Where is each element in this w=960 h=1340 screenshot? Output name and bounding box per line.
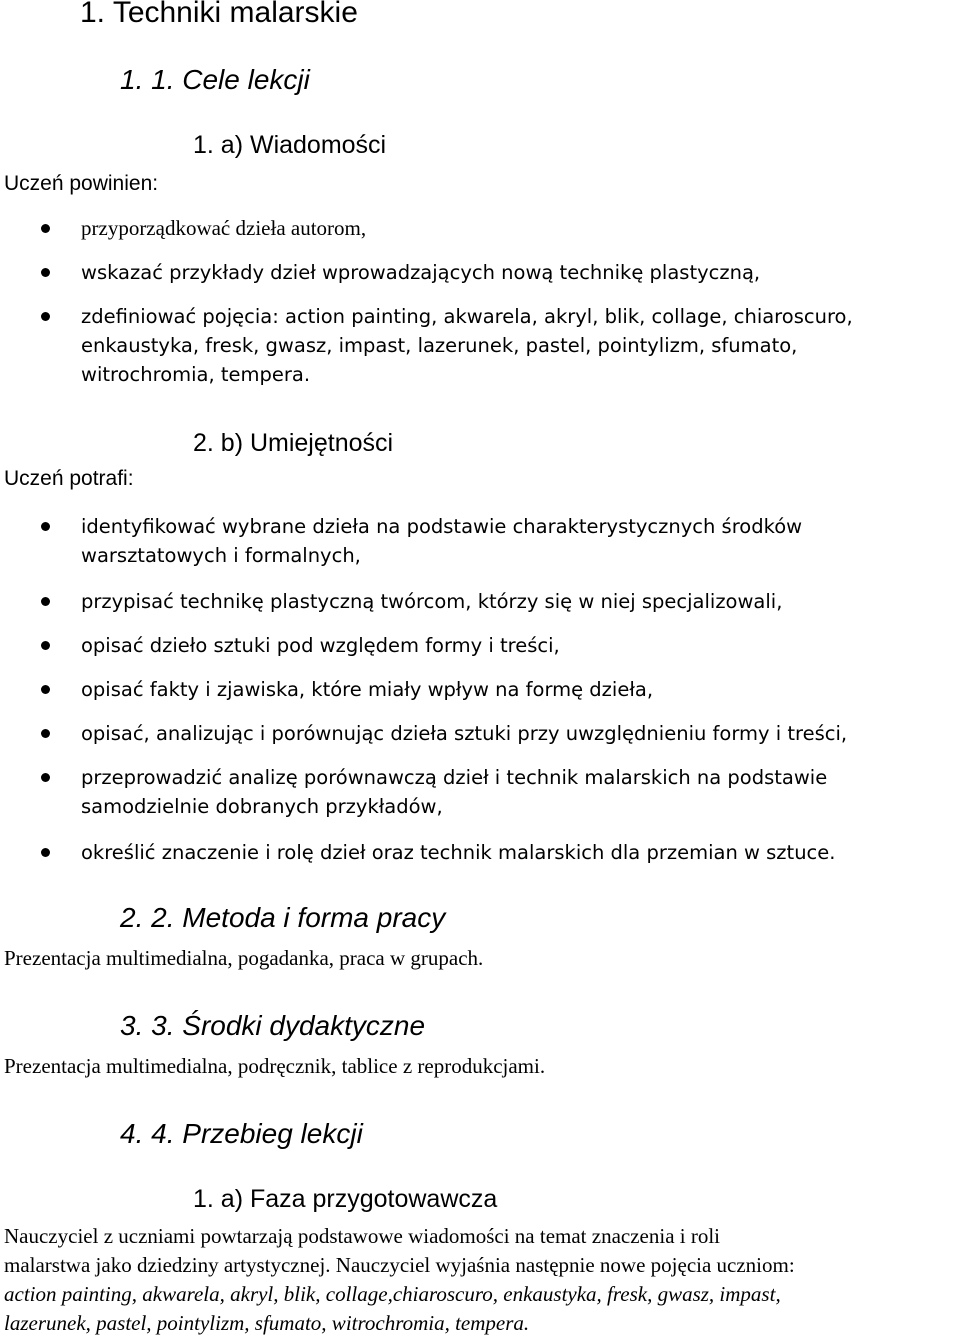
knowledge-lead: Uczeń powinien:: [4, 172, 159, 195]
list-item-continuation: enkaustyka, fresk, gwasz, impast, lazerunek, pastel, pointylizm, sfumato,: [81, 334, 798, 357]
paragraph-line: Nauczyciel z uczniami powtarzają podstawowe wiadomości na temat znaczenia i roli: [4, 1224, 721, 1248]
bullet-icon: [41, 522, 50, 531]
section-heading-means: 3. 3. Środki dydaktyczne: [120, 1010, 426, 1041]
section-heading-course: 4. 4. Przebieg lekcji: [120, 1118, 363, 1149]
bullet-icon: [41, 597, 50, 606]
paragraph-line: action painting, akwarela, akryl, blik, collage,chiaroscuro, enkaustyka, fresk, gwasz, impast,: [4, 1282, 781, 1306]
list-item: opisać, analizując i porównując dzieła sztuki przy uwzględnieniu formy i treści,: [81, 722, 848, 745]
bullet-icon: [41, 312, 50, 321]
bullet-icon: [41, 641, 50, 650]
list-item-continuation: samodzielnie dobranych przykładów,: [81, 795, 443, 818]
bullet-icon: [41, 685, 50, 694]
bullet-icon: [41, 224, 50, 233]
paragraph-line: lazerunek, pastel, pointylizm, sfumato, witrochromia, tempera.: [4, 1311, 530, 1335]
list-item: identyfikować wybrane dzieła na podstawie charakterystycznych środków: [81, 515, 803, 538]
subsection-heading-knowledge: 1. a) Wiadomości: [193, 131, 387, 159]
bullet-icon: [41, 848, 50, 857]
list-item: opisać dzieło sztuki pod względem formy i treści,: [81, 634, 560, 657]
means-text: Prezentacja multimedialna, podręcznik, tablice z reprodukcjami.: [4, 1054, 546, 1078]
page-title: 1. Techniki malarskie: [80, 0, 358, 29]
list-item: opisać fakty i zjawiska, które miały wpływ na formę dzieła,: [81, 678, 654, 701]
list-item-continuation: warsztatowych i formalnych,: [81, 544, 361, 567]
paragraph-line: malarstwa jako dziedziny artystycznej. Nauczyciel wyjaśnia następnie nowe pojęcia uczniom:: [4, 1253, 795, 1277]
section-heading-goals: 1. 1. Cele lekcji: [120, 64, 310, 95]
subsection-heading-skills: 2. b) Umiejętności: [193, 429, 394, 457]
bullet-icon: [41, 729, 50, 738]
subsection-heading-preparatory-phase: 1. a) Faza przygotowawcza: [193, 1185, 498, 1213]
list-item: przeprowadzić analizę porównawczą dzieł i technik malarskich na podstawie: [81, 766, 828, 789]
bullet-icon: [41, 773, 50, 782]
section-heading-method: 2. 2. Metoda i forma pracy: [120, 902, 446, 933]
skills-lead: Uczeń potrafi:: [4, 467, 134, 490]
list-item: przypisać technikę plastyczną twórcom, którzy się w niej specjalizowali,: [81, 590, 783, 613]
list-item: wskazać przykłady dzieł wprowadzających nową technikę plastyczną,: [81, 261, 761, 284]
list-item: określić znaczenie i rolę dzieł oraz technik malarskich dla przemian w sztuce.: [81, 841, 836, 864]
list-item: przyporządkować dzieła autorom,: [81, 216, 367, 240]
list-item-continuation: witrochromia, tempera.: [81, 363, 311, 386]
list-item: zdefiniować pojęcia: action painting, akwarela, akryl, blik, collage, chiaroscuro,: [81, 305, 853, 328]
bullet-icon: [41, 268, 50, 277]
method-text: Prezentacja multimedialna, pogadanka, praca w grupach.: [4, 946, 484, 970]
